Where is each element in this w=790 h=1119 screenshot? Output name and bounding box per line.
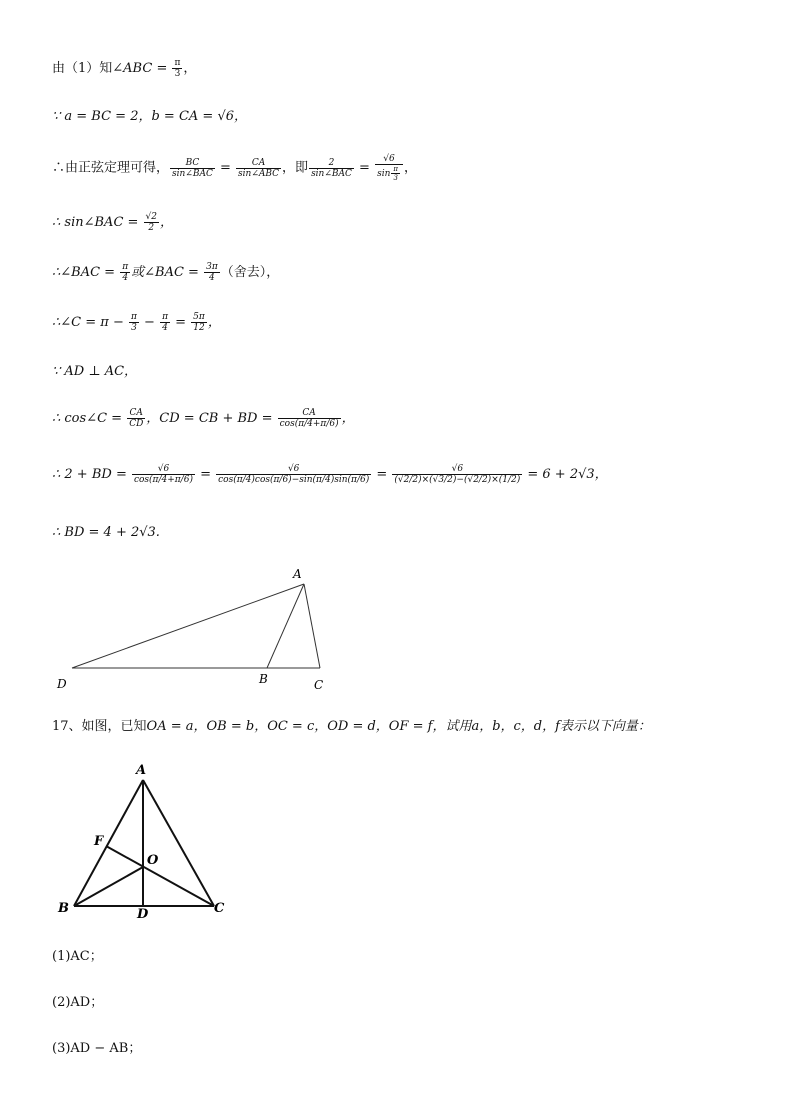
text: ∴ sin∠BAC = [52,215,143,230]
numerator: √2 [145,212,158,222]
label-f: F [94,834,104,849]
numerator: π [162,312,168,322]
solution-line-3: ∴由正弦定理可得， $\frac{BC}{\text{sin∠BAC}}$ = $\frac{CA}{\text{sin∠ABC}}$ ，即 $\frac{2}{\text{sin∠BAC}}$ = √6 sin $\frac{\pi}{3}$ ， [52,154,417,182]
fraction [172,58,182,79]
question-2: (2)AD； [52,995,104,1010]
numerator: CA [127,408,145,419]
text: ， [403,160,417,176]
fraction [127,408,145,429]
problem-17 [52,717,651,737]
text: ， [183,61,197,76]
solution-line-6 [52,312,221,333]
numerator: √6 [216,464,371,475]
fraction [132,464,195,485]
fraction [375,154,403,182]
text: ，CD = CB + BD = [146,411,277,426]
numerator: 5π [193,312,205,322]
text: ， [341,411,355,426]
denominator: sin∠BAC [311,168,352,179]
label-a: A [136,763,147,778]
text: ∴ cos∠C = [52,411,127,426]
text: = [152,61,172,76]
denominator: cos(π/4+π/6) [133,475,193,485]
denominator [375,165,403,182]
numerator: 3π [206,262,218,272]
label-c: C [314,678,324,692]
triangle-figure-1 [50,562,340,697]
denominator: 12 [193,323,205,333]
text: ∴∠BAC = [52,265,120,280]
fraction [278,408,341,429]
fraction [216,464,371,485]
label-c: C [214,901,225,916]
text: sin [377,169,391,179]
text: ∴ 2 + BD = [52,467,131,482]
text: 或∠BAC = [131,265,204,280]
fraction [236,158,281,179]
label-d: D [137,907,149,922]
numerator: BC [170,158,215,169]
triangle-figure-2 [52,758,242,923]
denominator: 3 [131,323,137,333]
denominator: CD [129,419,144,429]
fraction [170,158,215,179]
text: ∴由正弦定理可得， [52,160,170,176]
numerator: π [122,262,129,272]
numerator: √6 [392,464,522,475]
solution-line-8 [52,408,355,429]
numerator: CA [278,408,341,419]
label-o: O [147,853,159,868]
text: = [372,467,392,482]
denominator: sin∠ABC [238,168,280,179]
denominator: 3 [174,69,181,79]
text: = 6 + 2√3， [523,467,608,482]
numerator: 2 [309,158,354,169]
numerator: π [393,165,398,173]
denominator: 4 [209,273,215,283]
angle-name: ABC [123,61,153,76]
label-b: B [58,901,69,916]
fraction [129,312,139,333]
fraction [391,165,400,182]
text: = [195,467,216,482]
denominator: cos(π/4)cos(π/6)−sin(π/4)sin(π/6) [218,475,370,485]
denominator: 2 [148,223,155,233]
fraction [191,312,207,333]
text: ， [160,215,174,230]
fraction [120,262,130,283]
numerator: π [130,312,137,322]
problem-number: 17、如图，已知 [52,719,147,734]
solution-line-4 [52,212,173,233]
segment-ab [267,584,304,668]
fraction [144,212,159,233]
solution-line-10: ∴ BD = 4 + 2√3. [52,525,160,540]
numerator: √6 [375,154,403,165]
segment-ac [304,584,320,668]
text: ， [207,315,221,330]
segment-da [72,584,304,668]
denominator: cos(π/4+π/6) [279,419,339,429]
denominator: 3 [393,174,398,182]
text: （舍去）， [220,265,280,280]
fraction [204,262,220,283]
solution-line-5 [52,262,279,283]
numerator: CA [236,158,281,169]
question-3: (3)AD − AB； [52,1041,142,1056]
solution-line-7: ∵ AD ⊥ AC， [52,364,138,379]
text: ∴∠C = π − [52,315,128,330]
problem-text: OA = a，OB = b，OC = c，OD = d，OF = f，试用a，b，c，d，f表示以下向量： [146,719,651,734]
label-a: A [293,567,302,581]
fraction [392,464,522,485]
text: 由（1）知∠ [52,61,124,76]
text: ，即 [282,160,309,176]
label-b: B [259,672,268,686]
numerator: √6 [132,464,195,475]
solution-line-2: ∵ a = BC = 2，b = CA = √6， [52,109,248,124]
denominator: 4 [122,273,129,283]
denominator: 4 [162,323,168,333]
solution-line-9 [52,464,608,485]
fraction [160,312,170,333]
question-1: (1)AC； [52,949,103,964]
numerator: π [174,58,181,68]
solution-line-1 [52,58,196,79]
text: = [170,315,191,330]
label-d: D [57,677,67,691]
denominator: sin∠BAC [172,168,213,179]
text: − [139,315,160,330]
denominator: (√2/2)×(√3/2)−(√2/2)×(1/2) [394,475,521,485]
fraction [309,158,354,179]
